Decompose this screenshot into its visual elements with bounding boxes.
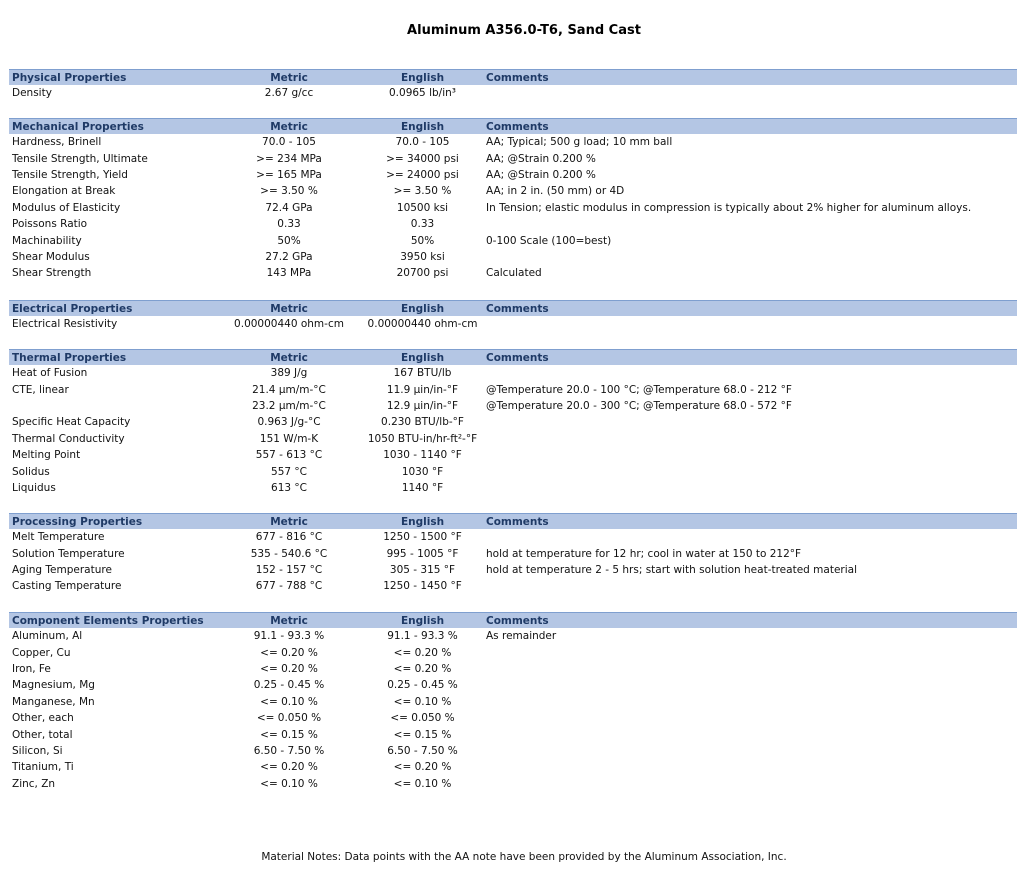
- property-name: Titanium, Ti: [12, 761, 74, 774]
- property-name: Shear Strength: [12, 267, 92, 280]
- table-row: [9, 216, 1017, 232]
- header-property-name: Electrical Properties: [12, 302, 133, 315]
- header-comment: Comments: [486, 71, 549, 84]
- english-value: <= 0.20 %: [393, 646, 452, 659]
- comment: @Temperature 20.0 - 100 °C; @Temperature 68.0 - 212 °F: [486, 383, 792, 396]
- metric-value: 557 °C: [271, 465, 307, 478]
- table-row: [9, 85, 1017, 101]
- table-row: [9, 776, 1017, 792]
- section-mechanical: [9, 118, 1017, 282]
- table-row: [9, 677, 1017, 693]
- comment: In Tension; elastic modulus in compression is typically about 2% higher for aluminum alloys.: [486, 201, 972, 214]
- table-row: [9, 644, 1017, 660]
- property-name: Casting Temperature: [12, 580, 122, 593]
- header-metric-value: Metric: [270, 302, 308, 315]
- metric-value: 27.2 GPa: [265, 250, 313, 263]
- property-name: Solidus: [12, 465, 50, 478]
- metric-value: 677 - 788 °C: [255, 580, 323, 593]
- section-header: [9, 612, 1017, 628]
- section-header: [9, 349, 1017, 365]
- metric-value: 557 - 613 °C: [255, 449, 323, 462]
- english-value: 20700 psi: [396, 267, 449, 280]
- header-property-name: Thermal Properties: [12, 351, 127, 364]
- property-name: Shear Modulus: [12, 250, 90, 263]
- metric-value: 143 MPa: [266, 267, 312, 280]
- english-value: 3950 ksi: [400, 250, 445, 263]
- property-name: CTE, linear: [12, 383, 69, 396]
- comment: AA; in 2 in. (50 mm) or 4D: [486, 185, 625, 198]
- metric-value: 91.1 - 93.3 %: [253, 630, 325, 643]
- table-row: [9, 726, 1017, 742]
- property-name: Other, total: [12, 728, 73, 741]
- english-value: >= 34000 psi: [386, 152, 459, 165]
- metric-value: 21.4 µm/m-°C: [252, 383, 326, 396]
- english-value: 0.0965 lb/in³: [389, 87, 456, 100]
- metric-value: 389 J/g: [270, 367, 308, 380]
- metric-value: 535 - 540.6 °C: [250, 547, 328, 560]
- property-name: Hardness, Brinell: [12, 136, 102, 149]
- metric-value: 0.963 J/g-°C: [257, 416, 321, 429]
- metric-value: 151 W/m-K: [259, 432, 319, 445]
- comment: hold at temperature 2 - 5 hrs; start with solution heat-treated material: [486, 563, 857, 576]
- section-header: [9, 118, 1017, 134]
- table-row: [9, 134, 1017, 150]
- metric-value: <= 0.050 %: [256, 712, 322, 725]
- header-comment: Comments: [486, 515, 549, 528]
- table-row: [9, 265, 1017, 281]
- english-value: 50%: [410, 234, 435, 247]
- property-name: Other, each: [12, 712, 74, 725]
- header-english-value: English: [400, 351, 445, 364]
- header-metric-value: Metric: [270, 515, 308, 528]
- table-row: [9, 365, 1017, 381]
- metric-value: 677 - 816 °C: [255, 531, 323, 544]
- table-row: [9, 447, 1017, 463]
- table-row: [9, 249, 1017, 265]
- english-value: 11.9 µin/in-°F: [386, 383, 459, 396]
- table-row: [9, 431, 1017, 447]
- table-row: [9, 480, 1017, 496]
- table-row: [9, 463, 1017, 479]
- english-value: 6.50 - 7.50 %: [387, 744, 458, 757]
- english-value: <= 0.10 %: [393, 777, 452, 790]
- material-notes: Material Notes: Data points with the AA note have been provided by the Aluminum Association, Inc.: [261, 851, 787, 863]
- section-header: [9, 300, 1017, 316]
- header-english-value: English: [400, 302, 445, 315]
- property-name: Zinc, Zn: [12, 777, 56, 790]
- metric-value: 613 °C: [271, 481, 307, 494]
- metric-value: 23.2 µm/m-°C: [252, 399, 326, 412]
- english-value: 70.0 - 105: [395, 136, 450, 149]
- property-name: Melt Temperature: [12, 531, 105, 544]
- metric-value: >= 3.50 %: [260, 185, 318, 198]
- table-row: [9, 628, 1017, 644]
- metric-value: 2.67 g/cc: [264, 87, 314, 100]
- property-name: Tensile Strength, Yield: [12, 168, 128, 181]
- header-metric-value: Metric: [270, 71, 308, 84]
- metric-value: >= 234 MPa: [256, 152, 322, 165]
- header-comment: Comments: [486, 120, 549, 133]
- table-row: [9, 183, 1017, 199]
- metric-value: 70.0 - 105: [262, 136, 316, 149]
- property-name: Electrical Resistivity: [12, 318, 118, 331]
- property-name: Melting Point: [12, 449, 81, 462]
- property-name: Solution Temperature: [12, 547, 125, 560]
- english-value: 0.25 - 0.45 %: [387, 679, 458, 692]
- section-header: [9, 513, 1017, 529]
- metric-value: 152 - 157 °C: [255, 563, 323, 576]
- property-name: Poissons Ratio: [12, 218, 88, 231]
- property-name: Machinability: [12, 234, 82, 247]
- english-value: 995 - 1005 °F: [386, 547, 459, 560]
- metric-value: <= 0.20 %: [260, 761, 318, 774]
- property-name: Modulus of Elasticity: [12, 201, 121, 214]
- header-property-name: Physical Properties: [12, 71, 127, 84]
- comment: Calculated: [486, 267, 542, 280]
- metric-value: <= 0.20 %: [260, 662, 318, 675]
- english-value: 10500 ksi: [396, 201, 449, 214]
- english-value: 167 BTU/lb: [393, 367, 452, 380]
- property-name: Thermal Conductivity: [12, 432, 125, 445]
- header-property-name: Processing Properties: [12, 515, 143, 528]
- metric-value: <= 0.10 %: [260, 777, 318, 790]
- table-row: [9, 414, 1017, 430]
- metric-value: <= 0.15 %: [260, 728, 318, 741]
- table-row: [9, 398, 1017, 414]
- property-name: Silicon, Si: [12, 744, 63, 757]
- table-row: [9, 710, 1017, 726]
- property-name: Copper, Cu: [12, 646, 71, 659]
- english-value: 1050 BTU-in/hr-ft²-°F: [367, 432, 478, 445]
- table-row: [9, 545, 1017, 561]
- english-value: 0.33: [410, 218, 435, 231]
- english-value: <= 0.20 %: [393, 662, 452, 675]
- table-row: [9, 743, 1017, 759]
- comment: hold at temperature for 12 hr; cool in water at 150 to 212°F: [486, 547, 802, 560]
- header-property-name: Mechanical Properties: [12, 120, 144, 133]
- header-property-name: Component Elements Properties: [12, 614, 204, 627]
- table-row: [9, 529, 1017, 545]
- metric-value: 6.50 - 7.50 %: [253, 744, 325, 757]
- section-component-elements: [9, 612, 1017, 792]
- table-row: [9, 381, 1017, 397]
- metric-value: >= 165 MPa: [256, 168, 322, 181]
- table-row: [9, 150, 1017, 166]
- english-value: 91.1 - 93.3 %: [387, 630, 458, 643]
- metric-value: <= 0.20 %: [260, 646, 318, 659]
- property-name: Elongation at Break: [12, 185, 116, 198]
- english-value: 0.230 BTU/lb-°F: [381, 416, 464, 429]
- metric-value: 0.25 - 0.45 %: [253, 679, 325, 692]
- property-name: Tensile Strength, Ultimate: [12, 152, 148, 165]
- header-english-value: English: [400, 71, 445, 84]
- table-row: [9, 316, 1017, 332]
- property-name: Magnesium, Mg: [12, 679, 95, 692]
- comment: AA; @Strain 0.200 %: [486, 168, 596, 181]
- property-name: Density: [12, 87, 52, 100]
- table-row: [9, 167, 1017, 183]
- english-value: <= 0.15 %: [393, 728, 452, 741]
- comment: AA; Typical; 500 g load; 10 mm ball: [486, 136, 673, 149]
- header-metric-value: Metric: [270, 614, 308, 627]
- english-value: 1030 - 1140 °F: [383, 449, 462, 462]
- table-row: [9, 661, 1017, 677]
- property-name: Aging Temperature: [12, 563, 112, 576]
- header-comment: Comments: [486, 351, 549, 364]
- header-comment: Comments: [486, 302, 549, 315]
- header-english-value: English: [400, 515, 445, 528]
- table-row: [9, 232, 1017, 248]
- header-metric-value: Metric: [270, 351, 308, 364]
- section-thermal: [9, 349, 1017, 496]
- property-name: Heat of Fusion: [12, 367, 88, 380]
- english-value: 1140 °F: [401, 481, 444, 494]
- section-physical: [9, 69, 1017, 101]
- english-value: >= 3.50 %: [393, 185, 452, 198]
- metric-value: 50%: [277, 234, 301, 247]
- header-metric-value: Metric: [270, 120, 308, 133]
- comment: AA; @Strain 0.200 %: [486, 152, 596, 165]
- comment: @Temperature 20.0 - 300 °C; @Temperature 68.0 - 572 °F: [486, 399, 792, 412]
- page-title: Aluminum A356.0-T6, Sand Cast: [407, 23, 641, 38]
- english-value: 305 - 315 °F: [389, 563, 456, 576]
- english-value: 12.9 µin/in-°F: [386, 399, 459, 412]
- table-row: [9, 200, 1017, 216]
- table-row: [9, 759, 1017, 775]
- property-name: Manganese, Mn: [12, 695, 95, 708]
- metric-value: <= 0.10 %: [260, 695, 318, 708]
- section-electrical: [9, 300, 1017, 332]
- english-value: 1250 - 1500 °F: [383, 531, 462, 544]
- header-english-value: English: [400, 120, 445, 133]
- property-name: Aluminum, Al: [12, 630, 83, 643]
- english-value: 1250 - 1450 °F: [383, 580, 462, 593]
- english-value: <= 0.10 %: [393, 695, 452, 708]
- metric-value: 72.4 GPa: [265, 201, 313, 214]
- comment: As remainder: [486, 630, 557, 643]
- header-comment: Comments: [486, 614, 549, 627]
- metric-value: 0.33: [277, 218, 301, 231]
- property-name: Specific Heat Capacity: [12, 416, 131, 429]
- english-value: <= 0.050 %: [390, 712, 455, 725]
- metric-value: 0.00000440 ohm-cm: [234, 318, 344, 331]
- table-row: [9, 694, 1017, 710]
- section-processing: [9, 513, 1017, 595]
- property-name: Iron, Fe: [12, 662, 51, 675]
- english-value: >= 24000 psi: [386, 168, 459, 181]
- property-name: Liquidus: [12, 481, 56, 494]
- english-value: 1030 °F: [401, 465, 444, 478]
- section-header: [9, 69, 1017, 85]
- table-row: [9, 578, 1017, 594]
- table-row: [9, 562, 1017, 578]
- english-value: 0.00000440 ohm-cm: [367, 318, 478, 331]
- comment: 0-100 Scale (100=best): [486, 234, 612, 247]
- header-english-value: English: [400, 614, 445, 627]
- english-value: <= 0.20 %: [393, 761, 452, 774]
